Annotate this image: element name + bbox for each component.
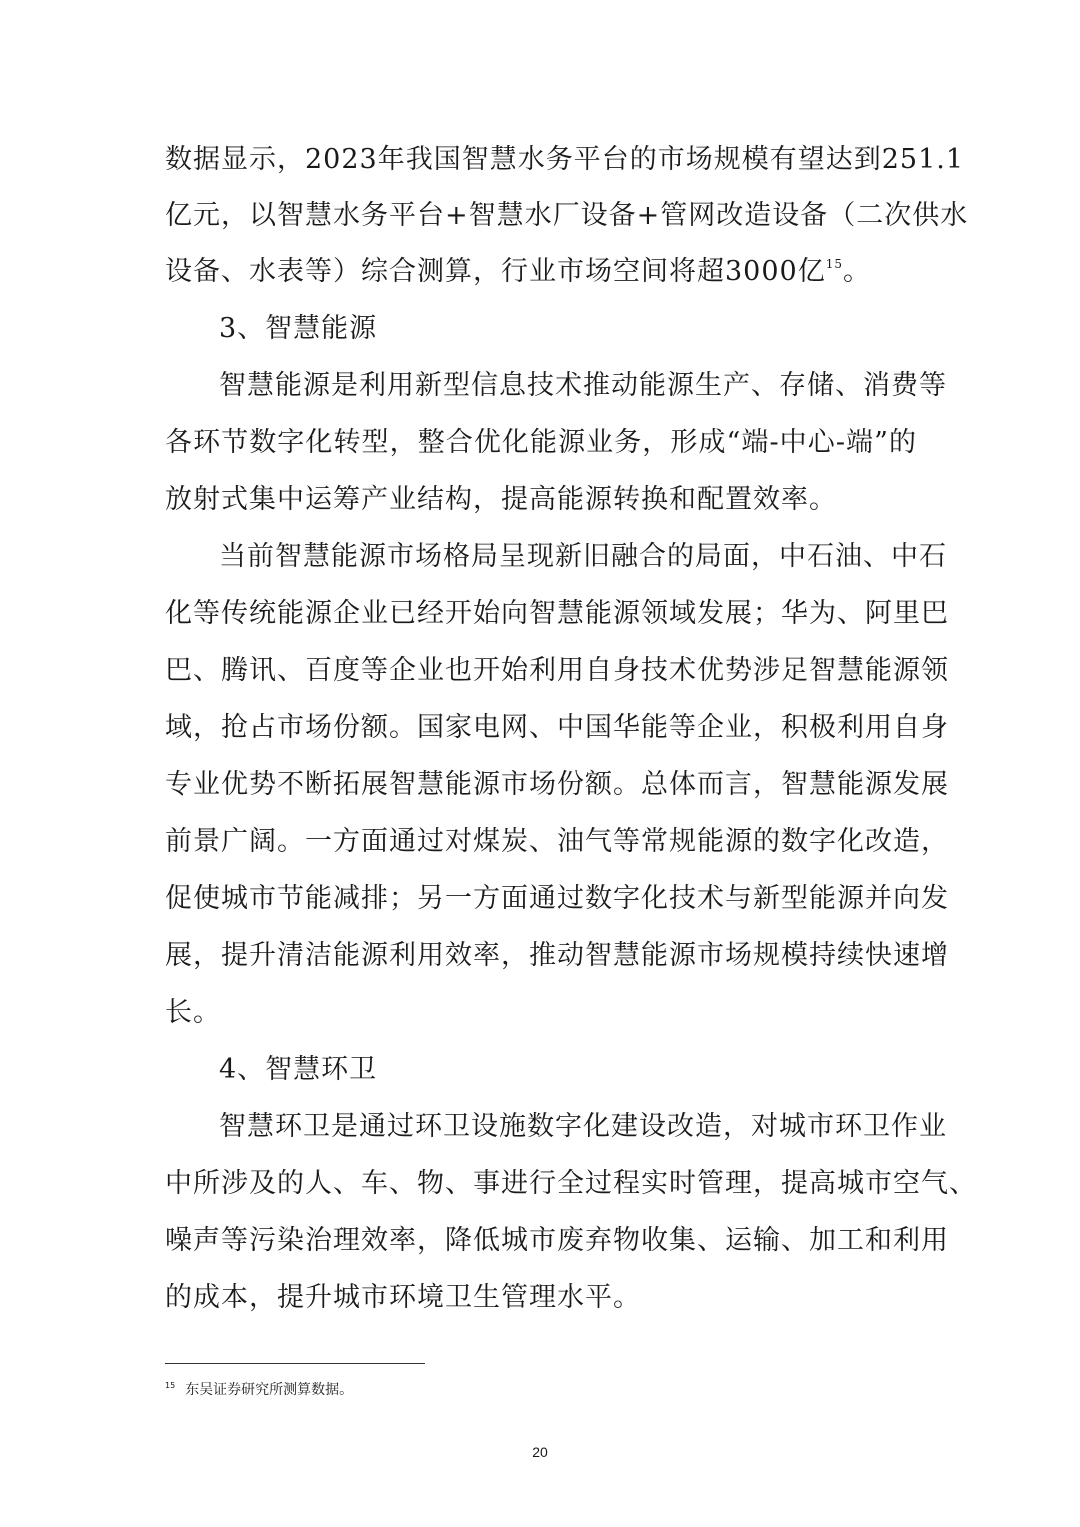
- section-heading: 4、智慧环卫: [219, 1054, 378, 1085]
- paragraph-line: 中所涉及的人、车、物、事进行全过程实时管理，提高城市空气、: [165, 1168, 977, 1199]
- paragraph-line: 前景广阔。一方面通过对煤炭、油气等常规能源的数字化改造，: [165, 826, 949, 857]
- paragraph-line: 域，抢占市场份额。国家电网、中国华能等企业，积极利用自身: [165, 712, 949, 743]
- footnote: [165, 1377, 353, 1399]
- paragraph-line: 智慧环卫是通过环卫设施数字化建设改造，对城市环卫作业: [219, 1111, 947, 1142]
- paragraph-line-with-footnote: [165, 254, 917, 290]
- paragraph-line: 亿元，以智慧水务平台+智慧水厂设备+管网改造设备（二次供水: [165, 200, 969, 231]
- section-heading: 3、智慧能源: [219, 313, 378, 344]
- footnote-separator: [165, 1363, 425, 1364]
- paragraph-line: 长。: [165, 997, 221, 1028]
- paragraph-line: 展，提升清洁能源利用效率，推动智慧能源市场规模持续快速增: [165, 940, 949, 971]
- paragraph-line: 专业优势不断拓展智慧能源市场份额。总体而言，智慧能源发展: [165, 769, 949, 800]
- paragraph-text: 设备、水表等）综合测算，行业市场空间将超3000亿: [165, 256, 826, 287]
- paragraph-line: 智慧能源是利用新型信息技术推动能源生产、存储、消费等: [219, 370, 947, 401]
- footnote-text: 东吴证券研究所测算数据。: [185, 1382, 354, 1398]
- paragraph-line: 当前智慧能源市场格局呈现新旧融合的局面，中石油、中石: [219, 541, 947, 572]
- page-number: 20: [532, 1444, 548, 1460]
- paragraph-line: 噪声等污染治理效率，降低城市废弃物收集、运输、加工和利用: [165, 1225, 949, 1256]
- paragraph-text: 。: [843, 256, 871, 287]
- footnote-reference[interactable]: 15: [825, 257, 843, 271]
- paragraph-line: 的成本，提升城市环境卫生管理水平。: [165, 1282, 641, 1313]
- paragraph-line: 数据显示，2023年我国智慧水务平台的市场规模有望达到251.1: [165, 144, 965, 175]
- footnote-number: 15: [165, 1381, 176, 1390]
- paragraph-line: 促使城市节能减排；另一方面通过数字化技术与新型能源并向发: [165, 883, 949, 914]
- paragraph-line: 化等传统能源企业已经开始向智慧能源领域发展；华为、阿里巴: [165, 598, 949, 629]
- paragraph-line: 各环节数字化转型，整合优化能源业务，形成“端-中心-端”的: [165, 427, 917, 458]
- paragraph-line: 放射式集中运筹产业结构，提高能源转换和配置效率。: [165, 484, 837, 515]
- paragraph-line: 巴、腾讯、百度等企业也开始利用自身技术优势涉足智慧能源领: [165, 655, 949, 686]
